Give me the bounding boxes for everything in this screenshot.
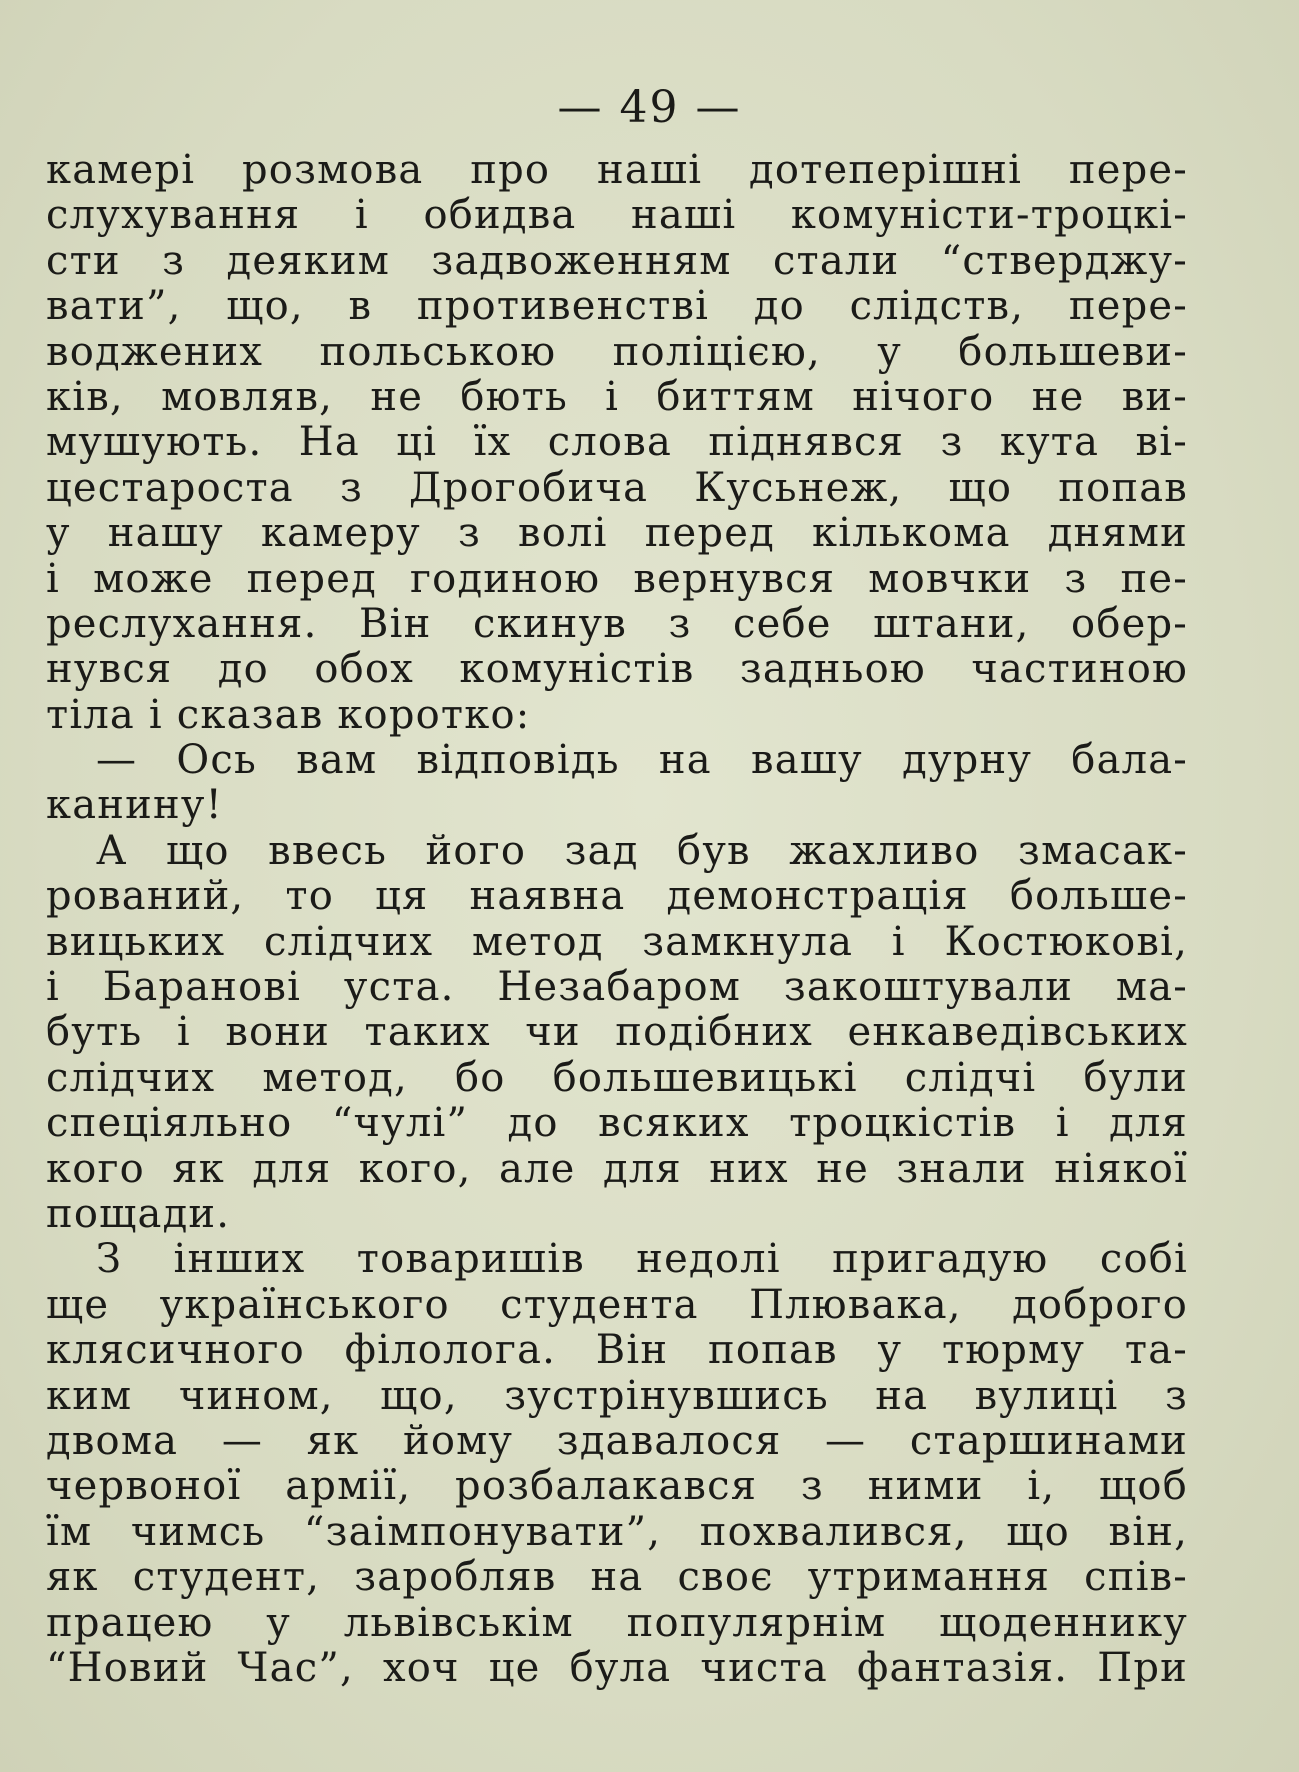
text-line: ким чином, що, зустрінувшись на вулиці з — [46, 1372, 1188, 1419]
text-line: З інших товаришів недолі пригадую собі — [96, 1236, 1188, 1283]
paragraph — [46, 148, 1188, 738]
text-line: кого як для кого, але для них не знали ніякої — [46, 1145, 1188, 1192]
text-line: клясичного філолога. Він попав у тюрму та- — [46, 1327, 1188, 1374]
paragraph — [46, 738, 1188, 829]
text-line: і може перед годиною вернувся мовчки з пе- — [46, 555, 1188, 602]
page-number: — 49 — — [557, 82, 742, 133]
text-line: А що ввесь його зад був жахливо змасак- — [96, 827, 1188, 874]
text-line: спеціяльно “чулі” до всяких троцкістів і для — [46, 1100, 1188, 1147]
text-line: ків, мовляв, не бють і биттям нічого не ви- — [46, 373, 1188, 420]
text-line: слухування і обидва наші комуністи-троцкі- — [46, 192, 1188, 239]
body-text — [46, 148, 1188, 1691]
text-line: нувся до обох комуністів задньою частиною — [46, 646, 1188, 693]
text-line: камері розмова про наші дотеперішні пере- — [46, 147, 1188, 193]
text-line: мушують. На ці їх слова піднявся з кута ві- — [46, 419, 1188, 466]
text-line: червоної армії, розбалакався з ними і, щоб — [46, 1463, 1188, 1510]
text-line: сти з деяким задвоженням стали “стверджу- — [46, 237, 1188, 284]
text-line: пощади. — [46, 1190, 231, 1237]
text-line: у нашу камеру з волі перед кількома днями — [46, 510, 1188, 557]
text-line: їм чимсь “заімпонувати”, похвалився, що він, — [46, 1508, 1188, 1555]
text-line: працею у львівськім популярнім щоденнику — [46, 1599, 1188, 1646]
text-line: і Баранові уста. Незабаром закоштували ма- — [46, 964, 1188, 1011]
text-line: вати”, що, в противенстві до слідств, пере- — [46, 283, 1188, 330]
text-line: рований, то ця наявна демонстрація больше- — [46, 873, 1188, 920]
paragraph — [46, 829, 1188, 1238]
text-line: “Новий Час”, хоч це була чиста фантазія. При — [46, 1644, 1188, 1691]
text-line: вицьких слідчих метод замкнула і Костюкові, — [46, 918, 1188, 965]
text-line: тіла і сказав коротко: — [46, 691, 531, 738]
text-line: як студент, заробляв на своє утримання спів- — [46, 1554, 1188, 1601]
text-line: ще українського студента Плювака, доброго — [46, 1281, 1188, 1328]
text-line: — Ось вам відповідь на вашу дурну бала- — [96, 737, 1188, 784]
text-line: двома — як йому здавалося — старшинами — [46, 1417, 1188, 1464]
paragraph — [46, 1237, 1188, 1691]
text-line: цестароста з Дрогобича Кусьнеж, що попав — [46, 464, 1188, 511]
text-line: реслухання. Він скинув з себе штани, обер- — [46, 600, 1188, 647]
text-line: воджених польською поліцією, у большеви- — [46, 328, 1188, 375]
text-line: буть і вони таких чи подібних енкаведівських — [46, 1009, 1188, 1056]
text-line: канину! — [46, 782, 223, 829]
text-line: слідчих метод, бо большевицькі слідчі були — [46, 1054, 1188, 1101]
